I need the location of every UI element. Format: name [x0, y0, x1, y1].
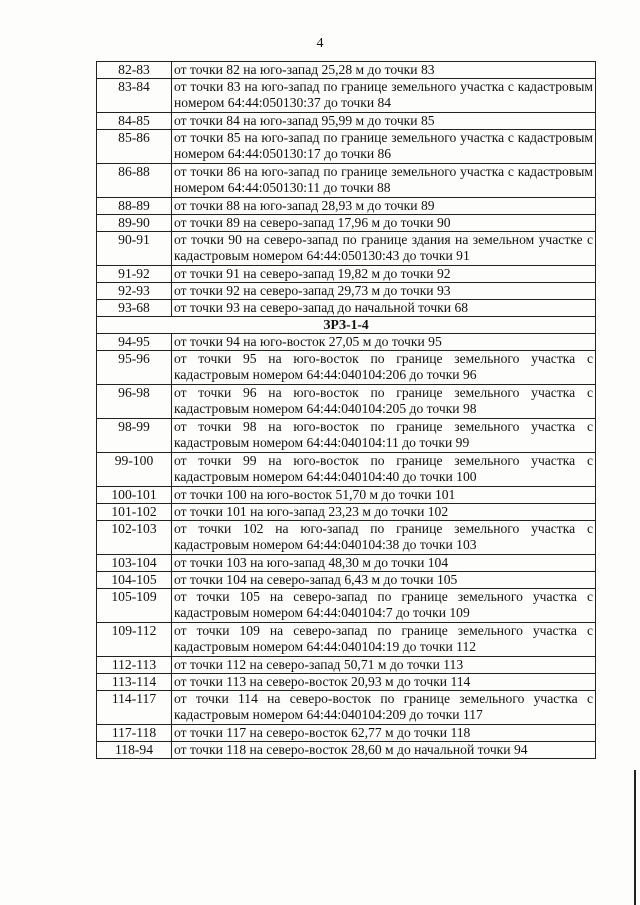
description-cell: от точки 85 на юго-запад по границе земельного участка с кадастровым номером 64:44:050130:17 до точки 86	[172, 130, 596, 164]
segment-cell: 113-114	[97, 674, 172, 691]
description-cell: от точки 99 на юго-восток по границе земельного участка с кадастровым номером 64:44:040104:40 до точки 100	[172, 453, 596, 487]
table-row	[97, 572, 596, 589]
segment-cell: 112-113	[97, 657, 172, 674]
segment-cell: 118-94	[97, 742, 172, 759]
segment-cell: 94-95	[97, 334, 172, 351]
table-row	[97, 521, 596, 555]
table-row	[97, 742, 596, 759]
table-row	[97, 283, 596, 300]
segment-cell: 92-93	[97, 283, 172, 300]
table-body	[97, 62, 596, 759]
scan-edge-mark	[634, 770, 636, 905]
segment-cell: 100-101	[97, 487, 172, 504]
description-cell: от точки 114 на северо-восток по границе земельного участка с кадастровым номером 64:44:040104:209 до точки 117	[172, 691, 596, 725]
description-cell: от точки 109 на северо-запад по границе земельного участка с кадастровым номером 64:44:040104:19 до точки 112	[172, 623, 596, 657]
description-cell: от точки 117 на северо-восток 62,77 м до точки 118	[172, 725, 596, 742]
description-cell: от точки 112 на северо-запад 50,71 м до точки 113	[172, 657, 596, 674]
segment-cell: 91-92	[97, 266, 172, 283]
table-row	[97, 79, 596, 113]
description-cell: от точки 96 на юго-восток по границе земельного участка с кадастровым номером 64:44:040104:205 до точки 98	[172, 385, 596, 419]
segment-cell: 82-83	[97, 62, 172, 79]
segment-cell: 101-102	[97, 504, 172, 521]
description-cell: от точки 91 на северо-запад 19,82 м до точки 92	[172, 266, 596, 283]
table-row	[97, 300, 596, 317]
segment-cell: 104-105	[97, 572, 172, 589]
table-row	[97, 232, 596, 266]
table-row	[97, 589, 596, 623]
description-cell: от точки 83 на юго-запад по границе земельного участка с кадастровым номером 64:44:050130:37 до точки 84	[172, 79, 596, 113]
page-number: 4	[316, 36, 324, 51]
description-cell: от точки 88 на юго-запад 28,93 м до точки 89	[172, 198, 596, 215]
segment-cell: 90-91	[97, 232, 172, 266]
table-row	[97, 164, 596, 198]
description-cell: от точки 94 на юго-восток 27,05 м до точки 95	[172, 334, 596, 351]
table-row	[97, 334, 596, 351]
description-cell: от точки 82 на юго-запад 25,28 м до точки 83	[172, 62, 596, 79]
segment-cell: 99-100	[97, 453, 172, 487]
table-row	[97, 62, 596, 79]
table-row	[97, 130, 596, 164]
table-row	[97, 419, 596, 453]
table-row	[97, 674, 596, 691]
segment-cell: 95-96	[97, 351, 172, 385]
section-title: ЗРЗ-1-4	[97, 317, 596, 334]
description-cell: от точки 90 на северо-запад по границе здания на земельном участке с кадастровым номером 64:44:050130:43 до точки 91	[172, 232, 596, 266]
description-cell: от точки 86 на юго-запад по границе земельного участка с кадастровым номером 64:44:050130:11 до точки 88	[172, 164, 596, 198]
segment-cell: 89-90	[97, 215, 172, 232]
segment-cell: 93-68	[97, 300, 172, 317]
table-row	[97, 691, 596, 725]
table-row	[97, 198, 596, 215]
segment-cell: 103-104	[97, 555, 172, 572]
segment-cell: 98-99	[97, 419, 172, 453]
description-cell: от точки 113 на северо-восток 20,93 м до точки 114	[172, 674, 596, 691]
section-header-row	[97, 317, 596, 334]
table-row	[97, 487, 596, 504]
description-cell: от точки 103 на юго-запад 48,30 м до точки 104	[172, 555, 596, 572]
segment-cell: 85-86	[97, 130, 172, 164]
segment-cell: 83-84	[97, 79, 172, 113]
table-row	[97, 351, 596, 385]
segment-cell: 86-88	[97, 164, 172, 198]
table-row	[97, 623, 596, 657]
table-row	[97, 266, 596, 283]
table-row	[97, 504, 596, 521]
table-row	[97, 385, 596, 419]
segment-cell: 96-98	[97, 385, 172, 419]
description-cell: от точки 92 на северо-запад 29,73 м до точки 93	[172, 283, 596, 300]
description-cell: от точки 98 на юго-восток по границе земельного участка с кадастровым номером 64:44:040104:11 до точки 99	[172, 419, 596, 453]
table-row	[97, 453, 596, 487]
description-cell: от точки 105 на северо-запад по границе земельного участка с кадастровым номером 64:44:040104:7 до точки 109	[172, 589, 596, 623]
segment-cell: 84-85	[97, 113, 172, 130]
table-row	[97, 113, 596, 130]
description-cell: от точки 102 на юго-запад по границе земельного участка с кадастровым номером 64:44:040104:38 до точки 103	[172, 521, 596, 555]
table-row	[97, 215, 596, 232]
description-cell: от точки 95 на юго-восток по границе земельного участка с кадастровым номером 64:44:040104:206 до точки 96	[172, 351, 596, 385]
segment-cell: 114-117	[97, 691, 172, 725]
segment-cell: 102-103	[97, 521, 172, 555]
description-cell: от точки 93 на северо-запад до начальной точки 68	[172, 300, 596, 317]
table-row	[97, 657, 596, 674]
table-row	[97, 725, 596, 742]
description-cell: от точки 118 на северо-восток 28,60 м до начальной точки 94	[172, 742, 596, 759]
description-cell: от точки 89 на северо-запад 17,96 м до точки 90	[172, 215, 596, 232]
segment-cell: 117-118	[97, 725, 172, 742]
segment-cell: 88-89	[97, 198, 172, 215]
description-cell: от точки 104 на северо-запад 6,43 м до точки 105	[172, 572, 596, 589]
description-cell: от точки 101 на юго-запад 23,23 м до точки 102	[172, 504, 596, 521]
segment-cell: 109-112	[97, 623, 172, 657]
description-cell: от точки 84 на юго-запад 95,99 м до точки 85	[172, 113, 596, 130]
boundary-description-table	[96, 61, 596, 759]
segment-cell: 105-109	[97, 589, 172, 623]
table-row	[97, 555, 596, 572]
description-cell: от точки 100 на юго-восток 51,70 м до точки 101	[172, 487, 596, 504]
